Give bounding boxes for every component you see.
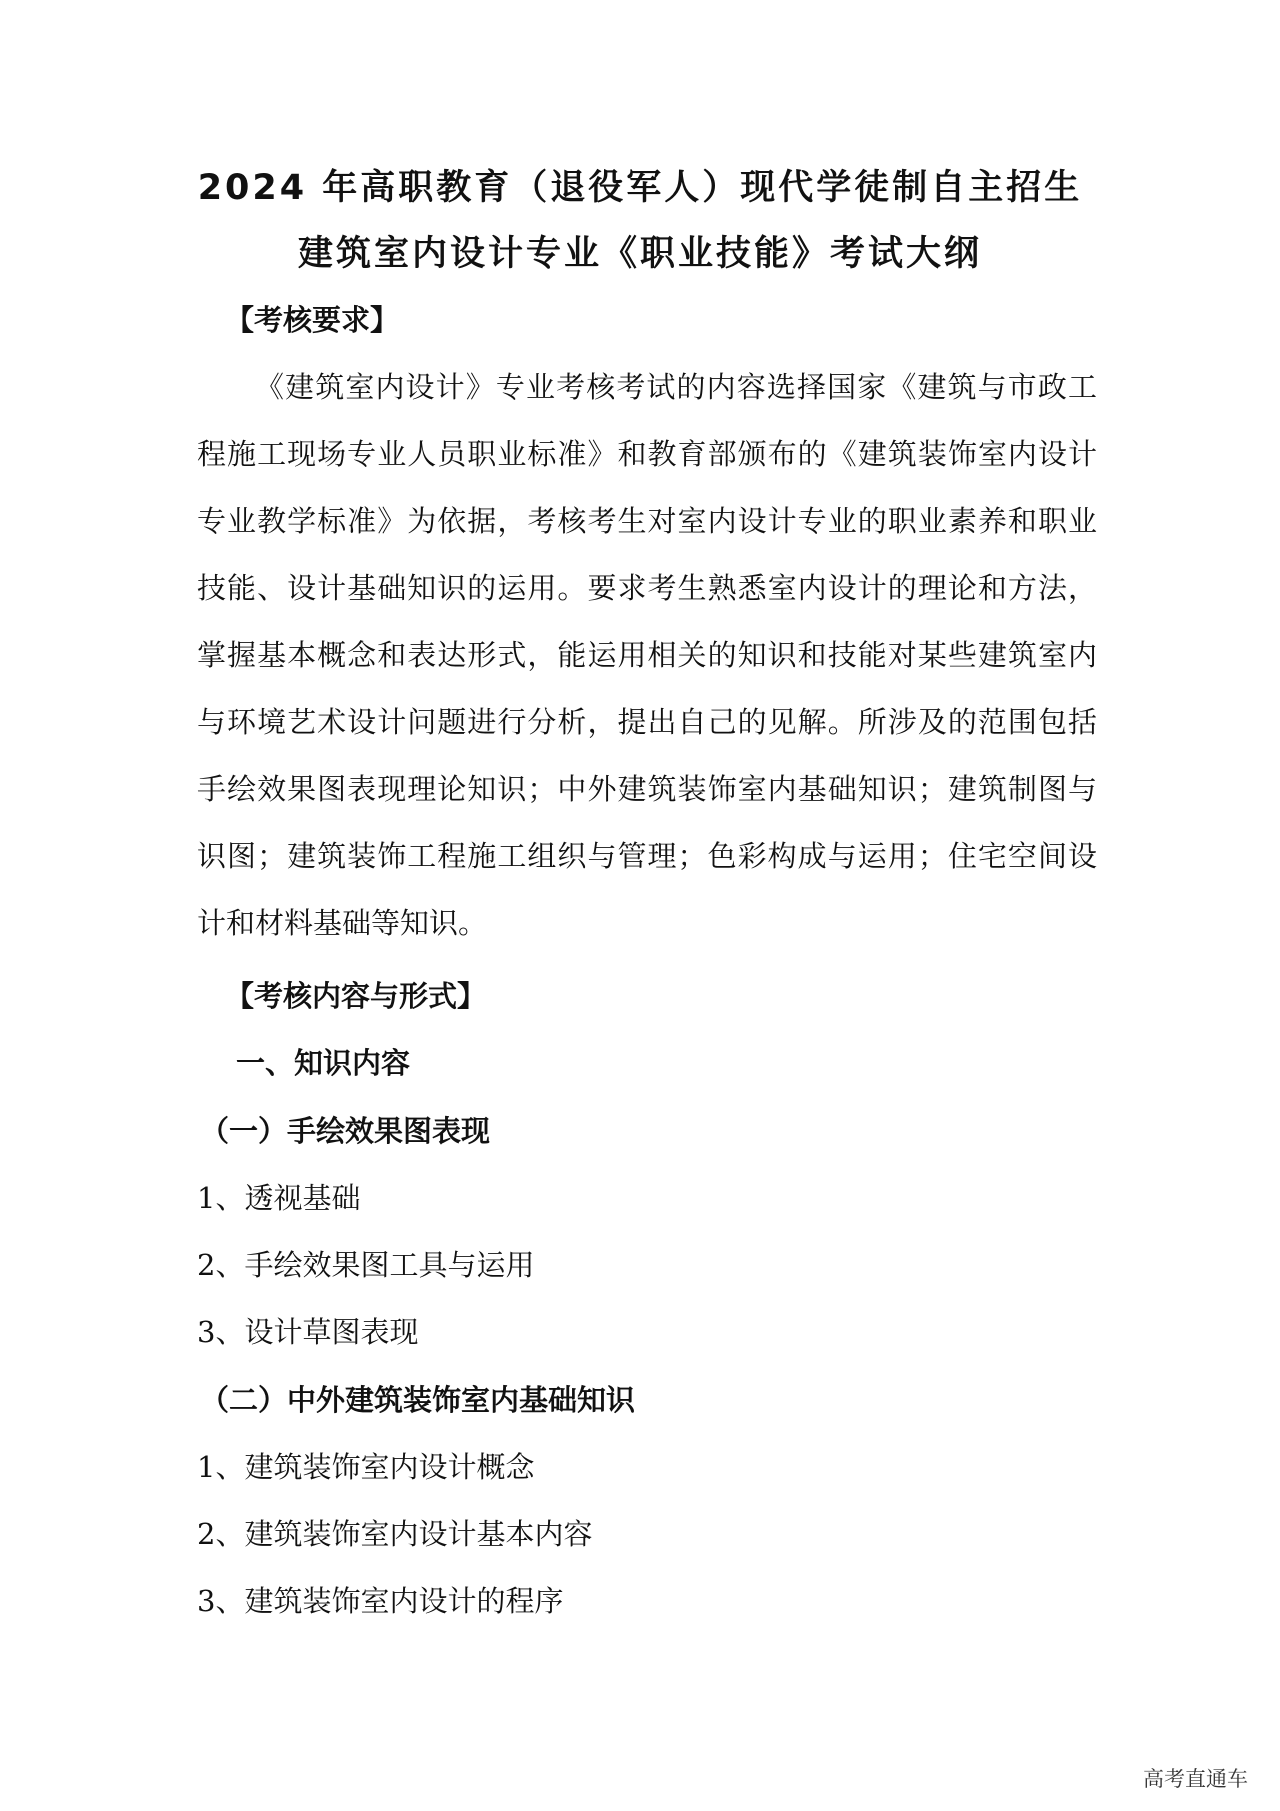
list-item: 2、建筑装饰室内设计基本内容 bbox=[197, 1517, 593, 1551]
document-title-line-1: 2024 年高职教育（退役军人）现代学徒制自主招生 bbox=[197, 168, 1083, 208]
paragraph-line: 《建筑室内设计》专业考核考试的内容选择国家《建筑与市政工 bbox=[255, 370, 1097, 404]
list-item: 3、建筑装饰室内设计的程序 bbox=[197, 1584, 564, 1618]
paragraph-line: 与环境艺术设计问题进行分析，提出自己的见解。所涉及的范围包括 bbox=[197, 705, 1097, 739]
list-item: 1、建筑装饰室内设计概念 bbox=[197, 1450, 535, 1484]
list-item: 2、手绘效果图工具与运用 bbox=[197, 1248, 535, 1282]
paragraph-line: 掌握基本概念和表达形式，能运用相关的知识和技能对某些建筑室内 bbox=[197, 638, 1097, 672]
section-heading-content: 【考核内容与形式】 bbox=[225, 979, 487, 1013]
paragraph-line: 技能、设计基础知识的运用。要求考生熟悉室内设计的理论和方法， bbox=[197, 571, 1097, 605]
paragraph-line: 手绘效果图表现理论知识；中外建筑装饰室内基础知识；建筑制图与 bbox=[197, 772, 1097, 806]
subsection-heading-1: （一）手绘效果图表现 bbox=[200, 1114, 491, 1148]
subsection-heading-2: （二）中外建筑装饰室内基础知识 bbox=[200, 1383, 636, 1417]
list-item: 1、透视基础 bbox=[197, 1181, 361, 1215]
paragraph-line: 识图；建筑装饰工程施工组织与管理；色彩构成与运用；住宅空间设 bbox=[197, 839, 1097, 873]
paragraph-line: 计和材料基础等知识。 bbox=[197, 906, 488, 940]
paragraph-line: 专业教学标准》为依据，考核考生对室内设计专业的职业素养和职业 bbox=[197, 504, 1097, 538]
section-heading-requirements: 【考核要求】 bbox=[225, 303, 400, 337]
list-item: 3、设计草图表现 bbox=[197, 1315, 419, 1349]
paragraph-line: 程施工现场专业人员职业标准》和教育部颁布的《建筑装饰室内设计 bbox=[197, 437, 1097, 471]
knowledge-heading: 一、知识内容 bbox=[236, 1046, 411, 1080]
document-title-line-2: 建筑室内设计专业《职业技能》考试大纲 bbox=[297, 234, 982, 274]
watermark-text: 高考直通车 bbox=[1143, 1767, 1248, 1791]
